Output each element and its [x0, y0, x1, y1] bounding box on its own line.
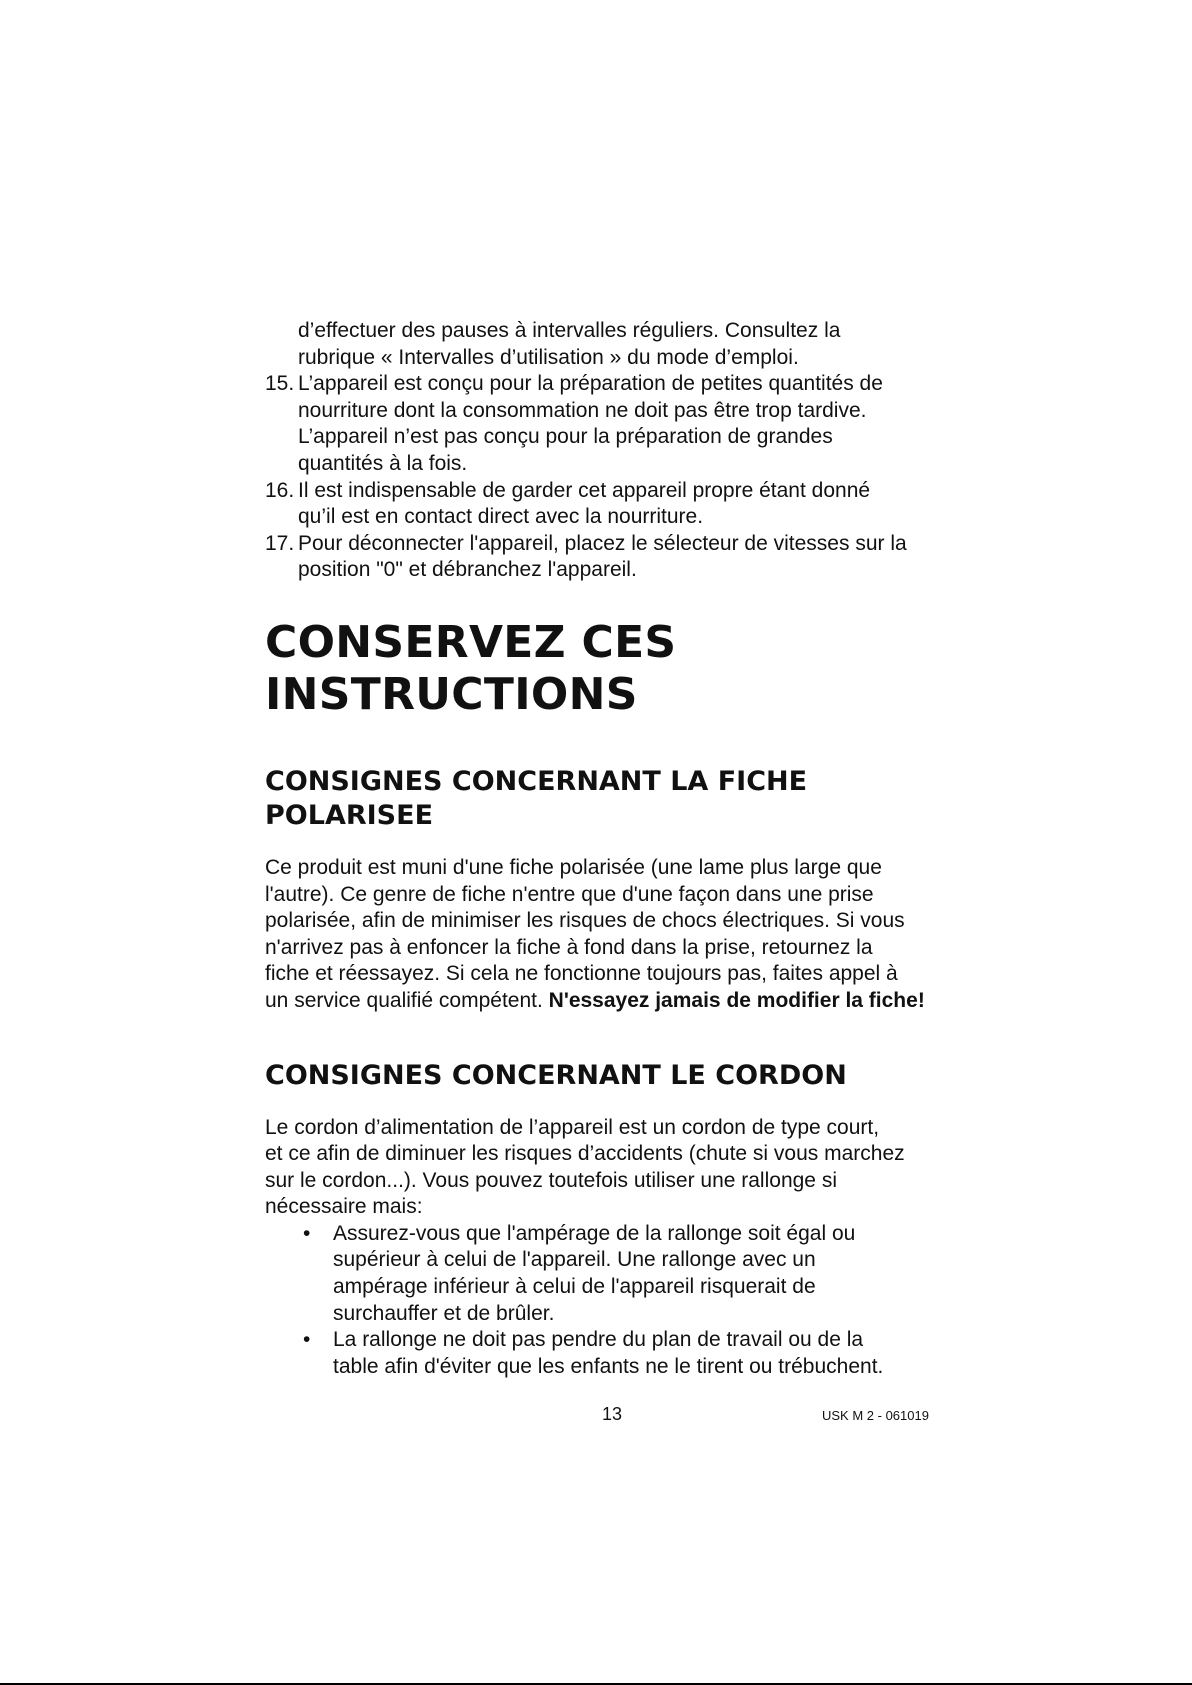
text-line: nécessaire mais: — [265, 1195, 423, 1219]
text-line: n'arrivez pas à enfoncer la fiche à fond dans la prise, retournez la — [265, 935, 873, 959]
bullet-icon: • — [303, 1221, 311, 1245]
section-heading-cord: CONSIGNES CONCERNANT LE CORDON — [265, 1059, 847, 1091]
section-heading-polarized-plug: CONSIGNES CONCERNANT LA FICHE POLARISEE — [265, 765, 808, 831]
text-line: Assurez-vous que l'ampérage de la rallonge soit égal ou — [333, 1221, 856, 1245]
list-item-15 — [265, 371, 965, 477]
list-number: 16. — [265, 478, 295, 502]
page-content — [265, 318, 965, 1380]
text-line: L’appareil n’est pas conçu pour la préparation de grandes — [298, 425, 833, 449]
polarized-plug-paragraph — [265, 855, 965, 1015]
text-line: table afin d'éviter que les enfants ne le tirent ou trébuchent. — [333, 1354, 884, 1378]
text-line: Il est indispensable de garder cet appareil propre étant donné — [298, 478, 871, 502]
main-heading: CONSERVEZ CES INSTRUCTIONS — [265, 616, 677, 720]
list-item-17 — [265, 531, 965, 584]
bullet-icon: • — [303, 1328, 311, 1352]
text-line: qu’il est en contact direct avec la nourriture. — [298, 505, 704, 529]
text-line: polarisée, afin de minimiser les risques de chocs électriques. Si vous — [265, 909, 905, 933]
text-run: un service qualifié compétent. — [265, 988, 549, 1012]
text-line: Pour déconnecter l'appareil, placez le sélecteur de vitesses sur la — [298, 531, 907, 555]
text-line — [265, 988, 965, 1015]
text-line: ampérage inférieur à celui de l'appareil risquerait de — [333, 1275, 816, 1299]
text-line: sur le cordon...). Vous pouvez toutefois utiliser une rallonge si — [265, 1168, 837, 1192]
warning-text: N'essayez jamais de modifier la fiche! — [548, 988, 925, 1012]
document-code: USK M 2 - 061019 — [822, 1408, 929, 1423]
text-line: La rallonge ne doit pas pendre du plan de travail ou de la — [333, 1328, 864, 1352]
list-number: 17. — [265, 531, 295, 555]
text-line: position "0" et débranchez l'appareil. — [298, 558, 637, 582]
text-line: rubrique « Intervalles d’utilisation » du mode d’emploi. — [298, 345, 799, 369]
text-line: fiche et réessayez. Si cela ne fonctionne toujours pas, faites appel à — [265, 962, 898, 986]
text-line: surchauffer et de brûler. — [333, 1301, 555, 1325]
list-number: 15. — [265, 372, 295, 396]
list-item-16 — [265, 478, 965, 531]
numbered-list — [265, 371, 965, 584]
cord-paragraph — [265, 1115, 965, 1221]
page-number: 13 — [602, 1404, 623, 1424]
bullet-item — [265, 1327, 965, 1380]
text-line: nourriture dont la consommation ne doit pas être trop tardive. — [298, 398, 867, 422]
text-line: d’effectuer des pauses à intervalles réguliers. Consultez la — [298, 319, 841, 342]
text-line: quantités à la fois. — [298, 451, 468, 475]
text-line: l'autre). Ce genre de fiche n'entre que d'une façon dans une prise — [265, 882, 874, 906]
text-line: supérieur à celui de l'appareil. Une rallonge avec un — [333, 1248, 816, 1272]
bullet-item — [265, 1221, 965, 1327]
item-14-continuation — [265, 318, 965, 371]
text-line: Le cordon d’alimentation de l’appareil est un cordon de type court, — [265, 1115, 880, 1139]
bullet-list — [265, 1221, 965, 1381]
text-line: L’appareil est conçu pour la préparation de petites quantités de — [298, 372, 883, 396]
text-line: Ce produit est muni d'une fiche polarisée (une lame plus large que — [265, 855, 882, 879]
text-line: et ce afin de diminuer les risques d’accidents (chute si vous marchez — [265, 1142, 905, 1166]
